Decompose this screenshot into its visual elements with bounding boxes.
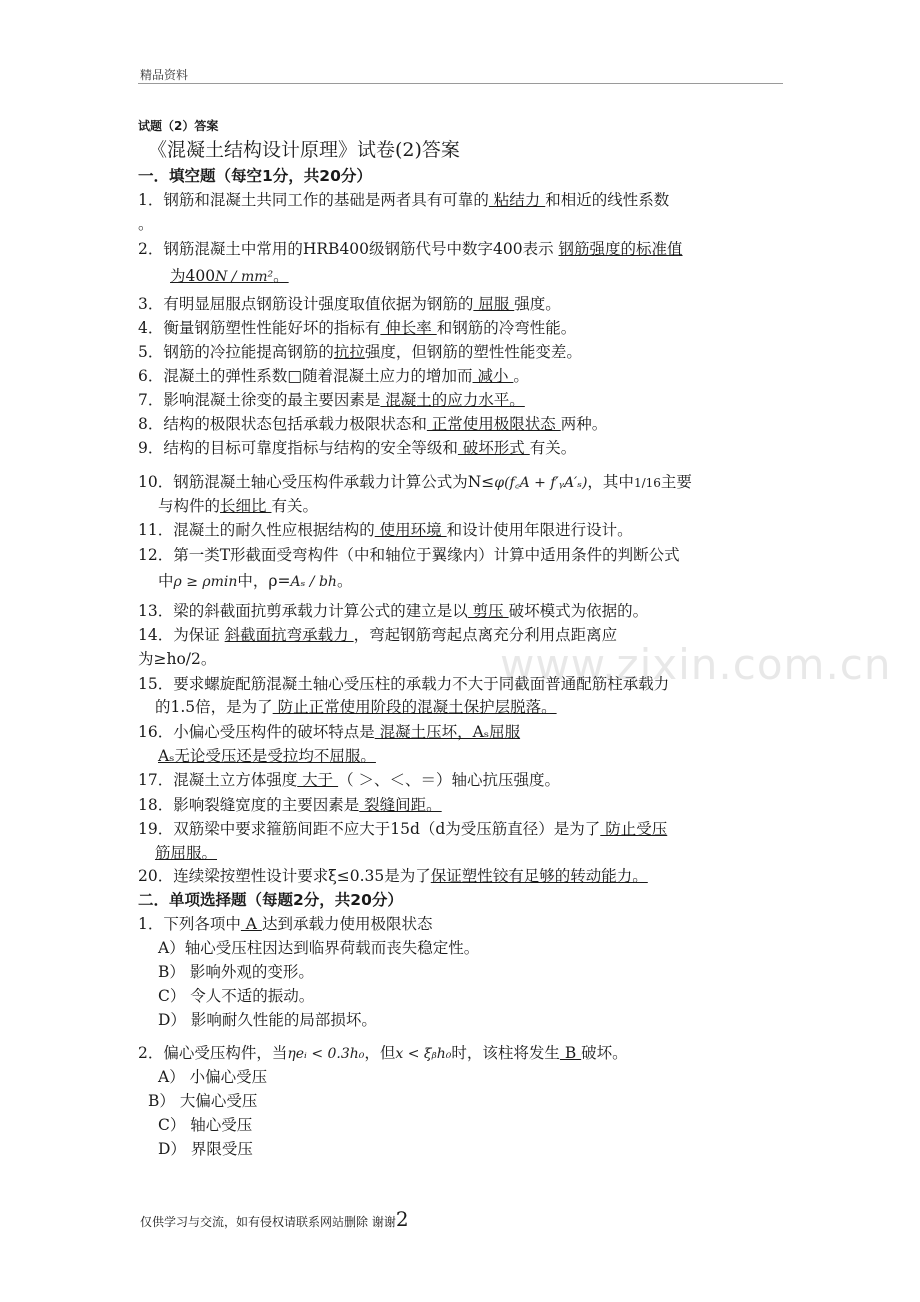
section-2-heading: 二．单项选择题（每题2分，共20分） xyxy=(138,891,403,909)
answer: B xyxy=(559,1044,582,1062)
question-2-cont xyxy=(170,266,289,287)
answer: 混凝土的应力水平。 xyxy=(380,391,525,409)
question-12: 12．第一类T形截面受弯构件（中和轴位于翼缘内）计算中适用条件的判断公式 xyxy=(138,546,680,564)
question-18: 18．影响裂缝宽度的主要因素是 裂缝间距。 xyxy=(138,796,442,814)
answer: 抗拉 xyxy=(333,343,365,361)
question-1-cont: 。 xyxy=(138,215,154,233)
unit-formula: N / mm² xyxy=(215,269,274,285)
question-16-cont xyxy=(158,746,376,766)
answer: 破坏形式 xyxy=(457,439,530,457)
mc-2-option-b: B） 大偏心受压 xyxy=(148,1092,258,1110)
answer: 筋屈服。 xyxy=(155,844,218,862)
doc-subtitle: 试题（2）答案 xyxy=(138,119,219,133)
answer: 混凝土压坏，Aₛ屈服 xyxy=(374,723,521,741)
answer: 剪压 xyxy=(467,602,509,620)
section-1-heading: 一．填空题（每空1分，共20分） xyxy=(138,167,372,185)
mc-1-option-d: D） 影响耐久性能的局部损坏。 xyxy=(158,1011,377,1029)
answer: 伸长率 xyxy=(380,319,437,337)
question-4: 4．衡量钢筋塑性性能好坏的指标有 伸长率 和钢筋的冷弯性能。 xyxy=(138,319,577,337)
answer: 使用环境 xyxy=(374,521,447,539)
mc-2-option-d: D） 界限受压 xyxy=(158,1140,253,1158)
question-6: 6．混凝土的弹性系数□随着混凝土应力的增加而 减小 。 xyxy=(138,367,529,385)
question-8: 8．结构的极限状态包括承载力极限状态和 正常使用极限状态 两种。 xyxy=(138,415,608,433)
question-1: 1．钢筋和混凝土共同工作的基础是两者具有可靠的 粘结力 和相近的线性系数 xyxy=(138,191,670,209)
question-10-cont: 与构件的长细比 有关。 xyxy=(158,497,318,515)
mc-1-option-a: A）轴心受压柱因达到临界荷载而丧失稳定性。 xyxy=(158,939,480,957)
answer: 减小 xyxy=(472,367,514,385)
question-20: 20．连续梁按塑性设计要求ξ≤0.35是为了保证塑性铰有足够的转动能力。 xyxy=(138,867,648,885)
page-number: 2 xyxy=(395,1207,409,1231)
answer: 正常使用极限状态 xyxy=(426,415,561,433)
mc-question-2: 2．偏心受压构件，当ηeᵢ < 0.3h₀，但x < ξᵦh₀时，该柱将发生 B 破坏。 xyxy=(138,1044,628,1062)
answer: 防止正常使用阶段的混凝土保护层脱落。 xyxy=(272,698,557,716)
answer: 保证塑性铰有足够的转动能力。 xyxy=(430,867,648,885)
answer: 裂缝间距。 xyxy=(359,796,442,814)
header-divider xyxy=(138,83,783,84)
question-13: 13．梁的斜截面抗剪承载力计算公式的建立是以 剪压 破坏模式为依据的。 xyxy=(138,602,649,620)
question-14-cont: 为≥ho/2。 xyxy=(138,650,217,668)
answer: 屈服 xyxy=(473,295,515,313)
mc-2-option-a: A） 小偏心受压 xyxy=(158,1068,268,1086)
fraction: 1/16 xyxy=(633,476,661,490)
question-12-cont: 中ρ ≥ ρmin中，ρ=Aₛ / bh。 xyxy=(158,572,353,590)
formula-rho-min: ρ ≥ ρmin xyxy=(173,574,238,590)
question-7: 7．影响混凝土徐变的最主要因素是 混凝土的应力水平。 xyxy=(138,391,525,409)
header-label: 精品资料 xyxy=(140,68,189,82)
formula-rho: Aₛ / bh xyxy=(290,574,337,590)
question-14: 14．为保证 斜截面抗弯承载力 ，弯起钢筋弯起点离充分利用点距离应 xyxy=(138,626,618,644)
formula-eccentricity: ηeᵢ < 0.3h₀ xyxy=(287,1046,365,1062)
formula-depth: x < ξᵦh₀ xyxy=(395,1046,452,1062)
capacity-formula: φ(f꜀A + f′ᵧA′ₛ) xyxy=(494,475,588,491)
question-10: 10．钢筋混凝土轴心受压构件承载力计算公式为N≤φ(f꜀A + f′ᵧA′ₛ)，其中1/16主要 xyxy=(138,473,692,491)
answer: A xyxy=(240,915,262,933)
mc-1-option-c: C） 令人不适的振动。 xyxy=(158,987,315,1005)
question-11: 11．混凝土的耐久性应根据结构的 使用环境 和设计使用年限进行设计。 xyxy=(138,521,633,539)
mc-1-option-b: B） 影响外观的变形。 xyxy=(158,963,314,981)
mc-2-option-c: C） 轴心受压 xyxy=(158,1116,253,1134)
question-19: 19．双筋梁中要求箍筋间距不应大于15d（d为受压筋直径）是为了 防止受压 xyxy=(138,820,668,838)
answer: 大于 xyxy=(297,771,339,789)
question-16: 16．小偏心受压构件的破坏特点是 混凝土压坏，Aₛ屈服 xyxy=(138,723,521,741)
answer: 为400N / mm²。 xyxy=(170,267,289,285)
question-9: 9．结构的目标可靠度指标与结构的安全等级和 破坏形式 有关。 xyxy=(138,439,577,457)
question-5: 5．钢筋的冷拉能提高钢筋的抗拉强度，但钢筋的塑性性能变差。 xyxy=(138,343,582,361)
answer: 钢筋强度的标准值 xyxy=(558,240,683,258)
answer: 长细比 xyxy=(220,497,272,515)
question-15: 15．要求螺旋配筋混凝土轴心受压柱的承载力不大于同截面普通配筋柱承载力 xyxy=(138,675,670,693)
answer: 粘结力 xyxy=(488,191,546,209)
question-15-cont: 的1.5倍，是为了 防止正常使用阶段的混凝土保护层脱落。 xyxy=(155,698,557,716)
footer-note: 仅供学习与交流，如有侵权请联系网站删除 谢谢2 xyxy=(140,1207,409,1231)
mc-question-1: 1．下列各项中 A 达到承载力使用极限状态 xyxy=(138,915,433,933)
doc-title: 《混凝土结构设计原理》试卷(2)答案 xyxy=(148,139,460,161)
answer: 防止受压 xyxy=(600,820,668,838)
question-3: 3．有明显屈服点钢筋设计强度取值依据为钢筋的 屈服 强度。 xyxy=(138,295,561,313)
question-17: 17．混凝土立方体强度 大于 （ ＞、＜、＝）轴心抗压强度。 xyxy=(138,771,561,789)
watermark: www.zixin.com.cn xyxy=(500,640,892,689)
answer: Aₛ无论受压还是受拉均不屈服。 xyxy=(158,747,376,765)
question-19-cont xyxy=(155,843,217,863)
question-2: 2．钢筋混凝土中常用的HRB400级钢筋代号中数字400表示 钢筋强度的标准值 xyxy=(138,240,683,258)
answer: 斜截面抗弯承载力 xyxy=(224,626,354,644)
